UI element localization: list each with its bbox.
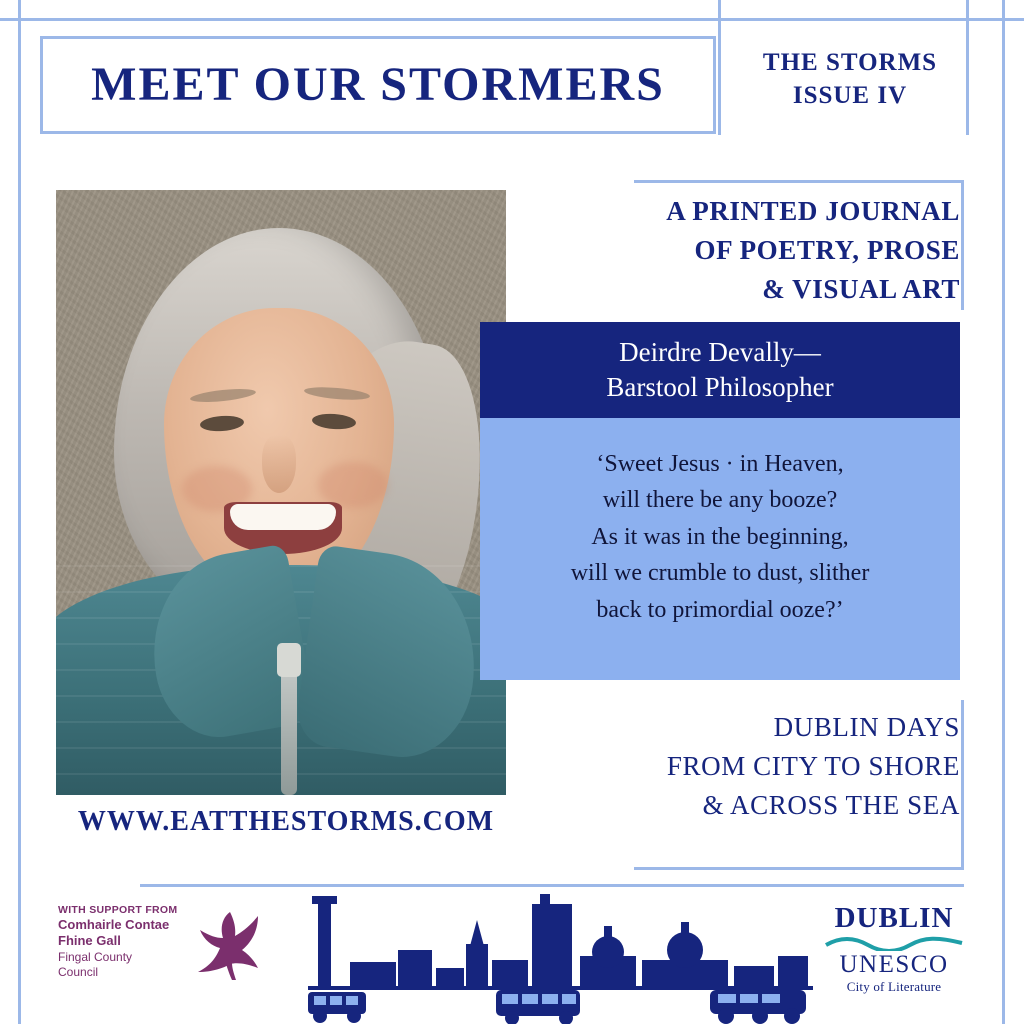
- council-irish-line-2: Fhine Gall: [58, 933, 121, 949]
- council-irish-line-1: Comhairle Contae: [58, 917, 170, 933]
- journal-description: [600, 192, 960, 309]
- issue-number: ISSUE IV: [792, 82, 908, 110]
- frame-line-inner-two: [966, 0, 969, 135]
- council-english-line-1: Fingal County: [58, 949, 133, 964]
- quote-line-4: will we crumble to dust, slither: [570, 560, 870, 587]
- quote-line-1: ‘Sweet Jesus · in Heaven,: [596, 451, 844, 477]
- support-label: WITH SUPPORT FROM: [58, 904, 178, 916]
- feature-card-quote: [480, 418, 960, 628]
- dublin-skyline-illustration: [290, 890, 820, 1024]
- page-title: MEET OUR STORMERS: [91, 58, 665, 111]
- photo-zipper-pull: [277, 643, 301, 677]
- photo-nose: [262, 435, 296, 493]
- author-subtitle: Barstool Philosopher: [606, 372, 834, 402]
- council-english-line-2: Council: [58, 964, 99, 979]
- author-photo: [56, 190, 506, 795]
- frame-line-top: [0, 18, 1024, 21]
- unesco-logo-line-1: DUBLIN: [834, 902, 954, 934]
- unesco-logo-line-3: City of Literature: [846, 978, 942, 994]
- dublin-line-2: FROM CITY TO SHORE: [666, 751, 960, 782]
- website-url[interactable]: WWW.EATTHESTORMS.COM: [77, 806, 495, 837]
- issue-title: THE STORMS: [762, 49, 938, 76]
- dublin-unesco-logo: [824, 904, 964, 995]
- quote-line-3: As it was in the beginning,: [591, 523, 849, 550]
- issue-block: [736, 46, 964, 113]
- frame-line-right: [1002, 0, 1005, 1024]
- journal-line-2: OF POETRY, PROSE: [694, 235, 960, 266]
- fingal-eagle-icon: [190, 906, 268, 982]
- photo-mouth: [224, 502, 342, 554]
- frame-line-left: [18, 0, 21, 1024]
- quote-line-5: back to primordial ooze?’: [596, 596, 844, 623]
- feature-card-header: [480, 322, 960, 418]
- quote-line-2: will there be any booze?: [602, 487, 838, 514]
- dublin-line-1: DUBLIN DAYS: [773, 712, 960, 742]
- journal-line-1: A PRINTED JOURNAL: [666, 196, 960, 226]
- dublin-line-3: & ACROSS THE SEA: [702, 790, 960, 821]
- frame-line-inner-one: [718, 0, 721, 135]
- unesco-logo-line-2: UNESCO: [839, 951, 949, 978]
- footer: [0, 890, 1024, 1024]
- support-credit: [58, 904, 188, 980]
- photo-teeth: [230, 504, 336, 530]
- author-name: Deirdre Devally—: [619, 336, 821, 367]
- unesco-wave-icon: [824, 935, 964, 951]
- journal-line-3: & VISUAL ART: [762, 274, 960, 305]
- footer-divider: [140, 884, 964, 887]
- header-title-box: [40, 36, 716, 134]
- feature-card: [480, 322, 960, 680]
- dublin-days-text: [560, 708, 960, 825]
